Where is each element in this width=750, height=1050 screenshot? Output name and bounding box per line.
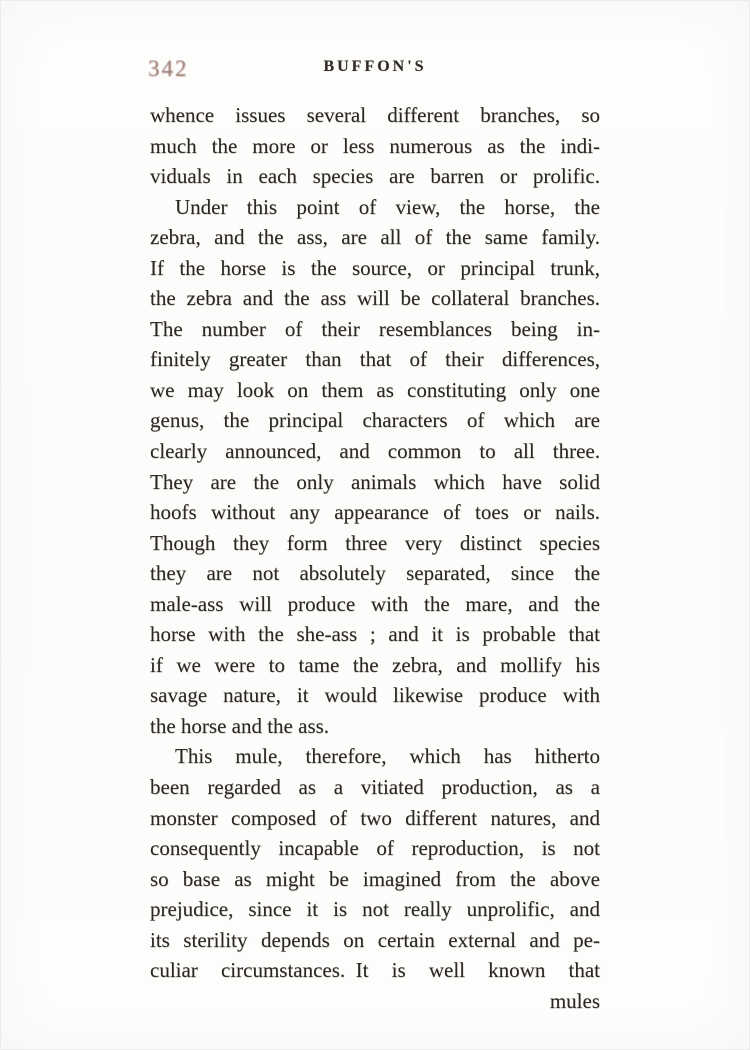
text-line: if we were to tame the zebra, and mollify his	[150, 652, 600, 677]
text-line: The number of their resemblances being in-	[150, 316, 600, 341]
text-line: If the horse is the source, or principal trunk,	[150, 255, 600, 280]
text-line: Though they form three very distinct species	[150, 530, 600, 555]
text-line: This mule, therefore, which has hitherto	[175, 744, 600, 769]
text-line: hoofs without any appearance of toes or nails.	[150, 500, 600, 525]
text-line: been regarded as a vitiated production, as a	[150, 775, 600, 800]
text-line: we may look on them as constituting only one	[150, 377, 600, 402]
running-title: BUFFON'S	[323, 58, 427, 75]
text-line: the horse and the ass.	[150, 713, 330, 738]
text-line: whence issues several different branches, so	[150, 103, 600, 127]
text-line: zebra, and the ass, are all of the same family.	[150, 225, 600, 250]
text-line: they are not absolutely separated, since the	[150, 561, 600, 586]
text-line: male-ass will produce with the mare, and the	[150, 591, 600, 616]
text-line: much the more or less numerous as the indi-	[150, 133, 600, 158]
text-line: Under this point of view, the horse, the	[175, 194, 600, 219]
text-line: horse with the she-ass ; and it is probable that	[150, 622, 600, 647]
page-number: 342	[148, 56, 189, 81]
text-line: so base as might be imagined from the above	[150, 866, 600, 891]
text-line: monster composed of two different natures, and	[150, 805, 600, 830]
text-line: prejudice, since it is not really unprolific, and	[150, 897, 600, 922]
text-line: the zebra and the ass will be collateral branches.	[150, 286, 600, 311]
text-line: culiar circumstances. It is well known that	[150, 958, 600, 983]
text-line: They are the only animals which have solid	[150, 469, 600, 494]
text-line: its sterility depends on certain external and pe-	[150, 927, 600, 952]
text-line: consequently incapable of reproduction, is not	[150, 836, 600, 861]
text-line: genus, the principal characters of which are	[150, 408, 600, 433]
text-line: viduals in each species are barren or prolific.	[150, 164, 600, 189]
text-line: savage nature, it would likewise produce with	[150, 683, 600, 708]
text-line: finitely greater than that of their differences,	[150, 347, 600, 372]
text-block	[150, 100, 600, 1016]
text-line: clearly announced, and common to all three.	[150, 439, 600, 464]
catchword: mules	[549, 988, 600, 1013]
